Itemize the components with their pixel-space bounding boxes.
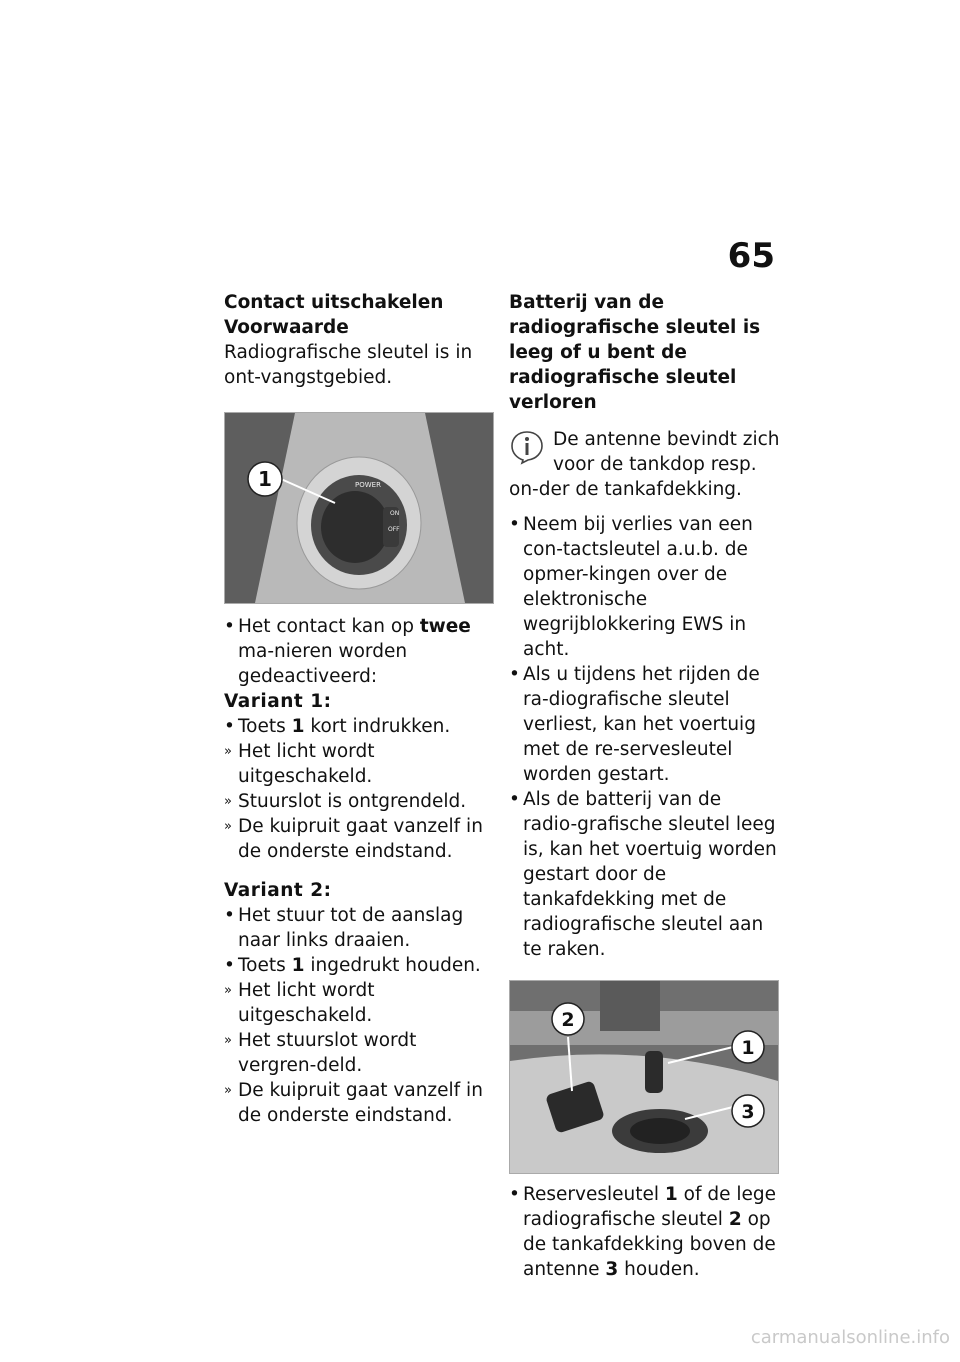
left-column <box>224 290 492 1128</box>
list-item: • Neem bij verlies van een con-tactsleutel a.u.b. de opmer-kingen over de elektronische wegrijblokkering EWS in acht. <box>509 512 781 662</box>
on-label: ON <box>390 510 400 517</box>
callout-3: 3 <box>741 1101 755 1123</box>
off-label: OFF <box>388 526 400 533</box>
list-item: • Het stuur tot de aanslag naar links draaien. <box>224 903 492 953</box>
callout-1: 1 <box>258 467 272 491</box>
info-icon <box>509 429 545 465</box>
note-text: De antenne bevindt zich voor de tankdop resp. on-der de tankafdekking. <box>509 429 780 500</box>
callout-1: 1 <box>741 1037 755 1059</box>
power-label: POWER <box>355 481 381 489</box>
section-title: Contact uitschakelen <box>224 292 444 313</box>
page-number: 65 <box>727 236 775 276</box>
result-item: » Stuurslot is ontgrendeld. <box>224 789 492 814</box>
ignition-button-photo <box>224 412 494 604</box>
list-item: • Als u tijdens het rijden de ra-diografische sleutel verliest, kan het voertuig met de re-servesleutel worden gestart. <box>509 662 781 787</box>
result-item: » Het licht wordt uitgeschakeld. <box>224 978 492 1028</box>
tank-illustration <box>510 981 778 1173</box>
callout-2: 2 <box>561 1009 575 1031</box>
info-note <box>509 427 781 502</box>
section-title: Batterij van de radiografische sleutel is leeg of u bent de radiografische sleutel verloren <box>509 292 761 413</box>
result-item: » Het licht wordt uitgeschakeld. <box>224 739 492 789</box>
variant-1-heading: Variant 1: <box>224 691 332 712</box>
condition-text: Radiografische sleutel is in ont-vangstgebied. <box>224 342 473 388</box>
variant-2-heading: Variant 2: <box>224 880 332 901</box>
result-item: » De kuipruit gaat vanzelf in de onderste eindstand. <box>224 1078 492 1128</box>
list-item: • Reservesleutel 1 of de lege radiografische sleutel 2 op de tankafdekking boven de antenne 3 houden. <box>509 1182 781 1282</box>
result-item: » Het stuurslot wordt vergren-deld. <box>224 1028 492 1078</box>
result-item: » De kuipruit gaat vanzelf in de onderste eindstand. <box>224 814 492 864</box>
list-item: • Toets 1 kort indrukken. <box>224 714 492 739</box>
list-item: • Het contact kan op twee ma-nieren worden gedeactiveerd: <box>224 614 492 689</box>
list-item: • Toets 1 ingedrukt houden. <box>224 953 492 978</box>
section-subtitle: Voorwaarde <box>224 317 349 338</box>
list-item: • Als de batterij van de radio-grafische sleutel leeg is, kan het voertuig worden gestart door de tankafdekking met de radiografische sleutel aan te raken. <box>509 787 781 962</box>
ignition-illustration <box>225 413 493 603</box>
right-column <box>509 290 781 1282</box>
watermark: carmanualsonline.info <box>750 1327 950 1348</box>
tank-cover-photo <box>509 980 779 1174</box>
